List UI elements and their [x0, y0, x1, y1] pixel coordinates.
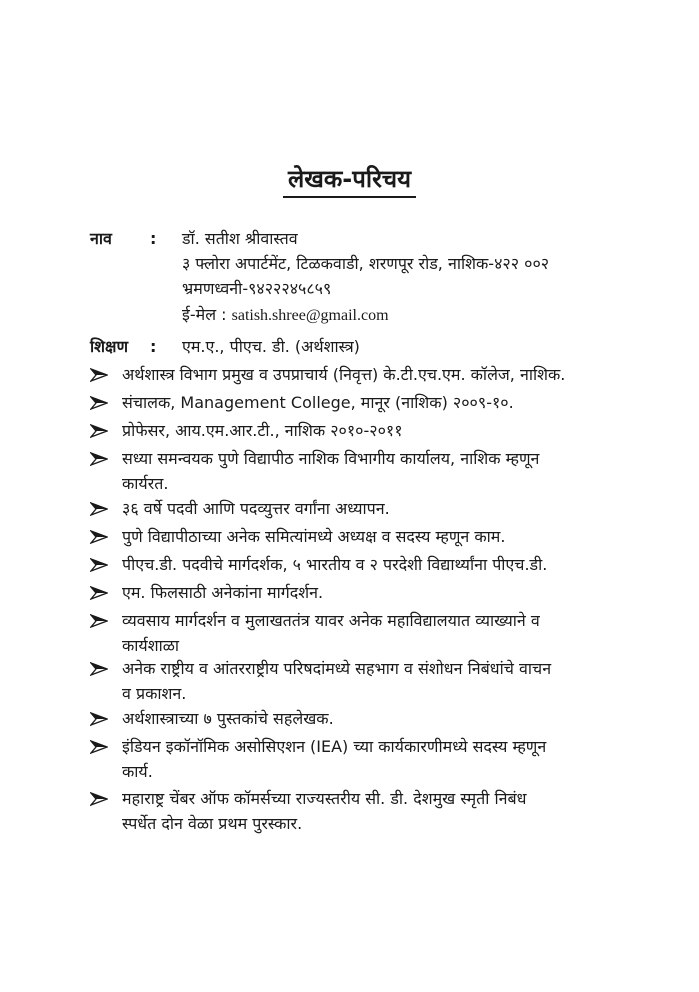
list-item [122, 580, 610, 605]
list-item-line: अर्थशास्त्राच्या ७ पुस्तकांचे सहलेखक. [122, 709, 334, 728]
list-item-line: कार्यशाळा [122, 636, 180, 655]
email-address: satish.shree@gmail.com [231, 307, 389, 324]
author-name: डॉ. सतीश श्रीवास्तव [182, 229, 298, 248]
list-item [122, 524, 610, 549]
education-label: शिक्षण [90, 337, 129, 356]
author-mobile: भ्रमणध्वनी-९४२२२४५८५९ [182, 279, 332, 298]
title-underline [283, 196, 416, 198]
list-item [122, 656, 610, 706]
education-value: एम.ए., पीएच. डी. (अर्थशास्त्र) [182, 337, 360, 356]
author-email-row [182, 304, 389, 327]
list-item-line: सध्या समन्वयक पुणे विद्यापीठ नाशिक विभागीय कार्यालय, नाशिक म्हणून [122, 449, 540, 468]
list-item [122, 552, 610, 577]
list-item-line: इंडियन इकॉनॉमिक असोसिएशन (IEA) च्या कार्यकारणीमध्ये सदस्य म्हणून [122, 737, 547, 756]
list-item-line: संचालक, Management College, मानूर (नाशिक) २००९-१०. [122, 393, 514, 412]
list-item [122, 446, 610, 496]
list-item [122, 390, 610, 415]
email-label: ई-मेल : [182, 305, 232, 324]
list-item [122, 706, 610, 731]
list-item-line: कार्यरत. [122, 474, 169, 493]
list-item-line: पुणे विद्यापीठाच्या अनेक समित्यांमध्ये अध्यक्ष व सदस्य म्हणून काम. [122, 527, 506, 546]
list-item-line: ३६ वर्षे पदवी आणि पदव्युत्तर वर्गांना अध्यापन. [122, 499, 390, 518]
name-label: नाव [90, 229, 112, 248]
list-item-line: व्यवसाय मार्गदर्शन व मुलाखततंत्र यावर अनेक महाविद्यालयात व्याख्याने व [122, 611, 540, 630]
list-item [122, 734, 610, 784]
list-item [122, 608, 610, 658]
page-title: लेखक-परिचय [287, 165, 412, 193]
arrowhead-bullet-icon [90, 712, 108, 726]
list-item-line: कार्य. [122, 762, 153, 781]
arrowhead-bullet-icon [90, 558, 108, 572]
list-item-line: अर्थशास्त्र विभाग प्रमुख व उपप्राचार्य (निवृत्त) के.टी.एच.एम. कॉलेज, नाशिक. [122, 365, 566, 384]
education-colon: : [150, 337, 157, 356]
arrowhead-bullet-icon [90, 792, 108, 806]
author-address: ३ फ्लोरा अपार्टमेंट, टिळकवाडी, शरणपूर रोड, नाशिक-४२२ ००२ [182, 254, 550, 273]
arrowhead-bullet-icon [90, 424, 108, 438]
list-item [122, 496, 610, 521]
list-item-line: स्पर्धेत दोन वेळा प्रथम पुरस्कार. [122, 814, 303, 833]
list-item [122, 418, 610, 443]
list-item-line: महाराष्ट्र चेंबर ऑफ कॉमर्सच्या राज्यस्तरीय सी. डी. देशमुख स्मृती निबंध [122, 789, 527, 808]
list-item [122, 362, 610, 387]
arrowhead-bullet-icon [90, 452, 108, 466]
arrowhead-bullet-icon [90, 740, 108, 754]
list-item-line: अनेक राष्ट्रीय व आंतरराष्ट्रीय परिषदांमध्ये सहभाग व संशोधन निबंधांचे वाचन [122, 659, 552, 678]
arrowhead-bullet-icon [90, 586, 108, 600]
list-item-line: व प्रकाशन. [122, 684, 187, 703]
list-item [122, 786, 610, 836]
arrowhead-bullet-icon [90, 662, 108, 676]
list-item-line: एम. फिलसाठी अनेकांना मार्गदर्शन. [122, 583, 324, 602]
arrowhead-bullet-icon [90, 502, 108, 516]
list-item-line: प्रोफेसर, आय.एम.आर.टी., नाशिक २०१०-२०११ [122, 421, 403, 440]
arrowhead-bullet-icon [90, 614, 108, 628]
name-colon: : [150, 229, 157, 248]
list-item-line: पीएच.डी. पदवीचे मार्गदर्शक, ५ भारतीय व २ परदेशी विद्यार्थ्यांना पीएच.डी. [122, 555, 548, 574]
arrowhead-bullet-icon [90, 396, 108, 410]
arrowhead-bullet-icon [90, 530, 108, 544]
arrowhead-bullet-icon [90, 368, 108, 382]
